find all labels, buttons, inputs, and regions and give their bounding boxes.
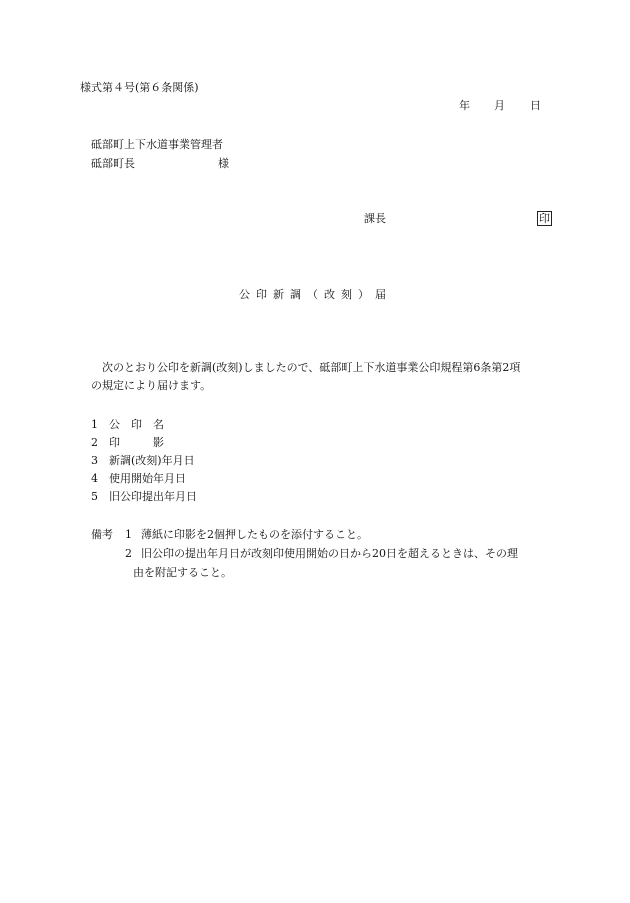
remark-number: 1 xyxy=(125,528,132,541)
remarks-label: 備考 xyxy=(91,528,113,541)
body-line1: 次のとおり公印を新調(改刻)しましたので、砥部町上下水道事業公印規程第6条第2項 xyxy=(102,361,521,374)
remark-1 xyxy=(125,528,368,542)
item-label: 旧公印提出年月日 xyxy=(109,490,197,503)
list-item xyxy=(91,472,186,486)
title-char: 刻 xyxy=(341,288,352,301)
list-item xyxy=(91,436,164,450)
list-item xyxy=(91,490,197,504)
title-char: 調 xyxy=(290,288,301,301)
title-char: 届 xyxy=(375,288,386,301)
item-number: 4 xyxy=(91,472,98,485)
item-label: 使用開始年月日 xyxy=(109,472,186,485)
date-month: 月 xyxy=(494,99,505,112)
form-number: 様式第４号(第６条関係) xyxy=(80,81,199,94)
title-char: ） xyxy=(358,288,369,301)
remark-2 xyxy=(125,547,518,561)
item-number: 3 xyxy=(91,454,98,467)
item-label: 新調(改刻)年月日 xyxy=(109,454,195,467)
remark-number: 2 xyxy=(125,547,132,560)
title-char: 改 xyxy=(324,288,335,301)
item-number: 5 xyxy=(91,490,98,503)
item-number: 1 xyxy=(91,418,98,431)
addressee-line2: 砥部町長 xyxy=(91,157,135,170)
addressee-honorific: 様 xyxy=(218,157,229,170)
title-char: 新 xyxy=(273,288,284,301)
seal-box: 印 xyxy=(539,212,550,225)
addressee-line1: 砥部町上下水道事業管理者 xyxy=(91,138,223,151)
list-item xyxy=(91,418,164,432)
item-label: 公 印 名 xyxy=(109,418,164,431)
item-number: 2 xyxy=(91,436,98,449)
remark-text: 旧公印の提出年月日が改刻印使用開始の日から20日を超えるときは、その理 xyxy=(141,547,518,560)
item-label: 印 影 xyxy=(109,436,164,449)
submitter-title: 課長 xyxy=(364,212,386,225)
seal-mark xyxy=(537,211,552,226)
document-title xyxy=(236,288,389,302)
date-line xyxy=(459,99,541,113)
title-char: （ xyxy=(307,288,318,301)
title-char: 印 xyxy=(256,288,267,301)
remark-text: 薄紙に印影を2個押したものを添付すること。 xyxy=(141,528,368,541)
date-day: 日 xyxy=(530,99,541,112)
list-item xyxy=(91,454,195,468)
title-char: 公 xyxy=(239,288,250,301)
remark-2-continuation: 由を附記すること。 xyxy=(133,566,232,579)
date-year: 年 xyxy=(459,99,470,112)
body-line2: の規定により届けます。 xyxy=(91,379,212,392)
